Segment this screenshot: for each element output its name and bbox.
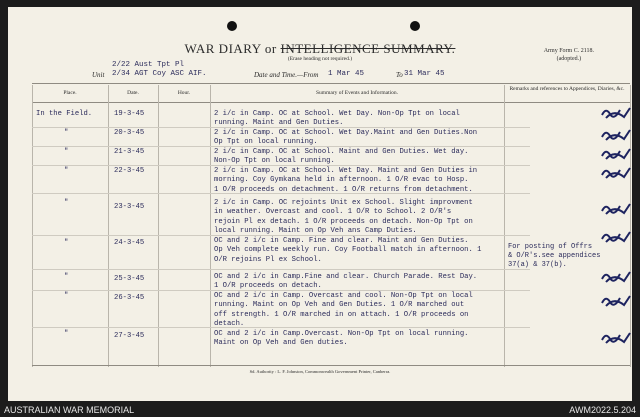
summary-line: 1 O/R proceeds on detachment. 1 O/R returns from detachment. — [214, 185, 473, 194]
entry-place: " — [64, 330, 69, 338]
remarks-line: & O/R's.see appendices — [508, 252, 601, 260]
title-war-diary: WAR DIARY — [184, 41, 262, 56]
table-top-rule — [32, 83, 630, 84]
punch-hole — [410, 21, 420, 31]
entry-summary — [214, 237, 481, 265]
entry-place: " — [64, 199, 69, 207]
entry-summary — [214, 199, 473, 236]
handwritten-tick-icon — [600, 146, 632, 162]
entry-date: 20-3-45 — [114, 129, 145, 137]
column-remarks: Remarks and references to Appendices, Diaries, &c. — [509, 86, 625, 92]
summary-line: 2 i/c in Camp. OC at School. Wet Day. Non-Op Tpt on local — [214, 110, 460, 118]
entry-date: 25-3-45 — [114, 275, 145, 283]
handwritten-tick-icon — [600, 201, 632, 217]
summary-line: O/R rejoins Pl ex School. — [214, 255, 322, 264]
entry-place: " — [64, 239, 69, 247]
caption-source: AUSTRALIAN WAR MEMORIAL — [4, 405, 135, 415]
summary-line: morning. Coy Gymkana held in afternoon. 1 O/R evac to Hosp. — [214, 176, 469, 185]
remarks-line: For posting of Offrs — [508, 243, 593, 251]
unit-line-1: 2/22 Aust Tpt Pl — [112, 61, 185, 69]
entry-place: " — [64, 273, 69, 281]
column-summary: Summary of Events and Information. — [315, 90, 399, 96]
remarks-line: 37(a) & 37(b). — [508, 261, 567, 269]
summary-line: OC and 2 i/c in Camp. Overcast and cool. Non-Op Tpt on local — [214, 292, 473, 300]
title-or: or — [264, 41, 277, 56]
handwritten-tick-icon — [600, 105, 632, 121]
unit-label: Unit — [92, 71, 105, 79]
printer-footer: Sd. Authority : L. F. Johnston, Commonwealth Government Printer, Canberra. — [249, 369, 391, 374]
table-header-rule — [32, 102, 630, 103]
entry-date: 22-3-45 — [114, 167, 145, 175]
entry-place: " — [64, 292, 69, 300]
entry-summary — [214, 167, 477, 195]
date-to-label: To — [396, 71, 403, 79]
table-bottom-rule — [32, 365, 630, 366]
column-date: Date. — [127, 90, 139, 96]
summary-line: OC and 2 i/c in Camp. Fine and clear. Maint and Gen Duties. — [214, 237, 469, 245]
handwritten-tick-icon — [600, 269, 632, 285]
entry-date: 23-3-45 — [114, 203, 145, 211]
diary-page — [8, 7, 632, 401]
entry-date: 19-3-45 — [114, 110, 145, 118]
entry-summary — [214, 292, 473, 329]
entry-summary — [214, 129, 477, 148]
summary-line: running. Maint on Op Veh and Gen Duties. 1 O/R marched out — [214, 301, 465, 310]
summary-line: OC and 2 i/c in Camp.Overcast. Non-Op Tpt on local running. — [214, 330, 469, 338]
summary-line: 2 i/c in Camp. OC at School. Maint and Gen Duties. Wet day. — [214, 148, 469, 156]
summary-line: 1 O/R proceeds on detach. — [214, 282, 322, 291]
summary-line: detach. — [214, 319, 245, 328]
handwritten-tick-icon — [600, 293, 632, 309]
entry-place: In the Field. — [36, 110, 93, 118]
punch-hole — [227, 21, 237, 31]
summary-line: Maint on Op Veh and Gen duties. — [214, 339, 348, 348]
entry-summary — [214, 110, 460, 129]
summary-line: off strength. 1 O/R marched in on attach. 1 O/R proceeds on — [214, 310, 469, 319]
entry-date: 21-3-45 — [114, 148, 145, 156]
row-rule — [32, 269, 530, 270]
entry-place: " — [64, 167, 69, 175]
date-label: Date and Time.—From — [254, 71, 319, 79]
entry-summary — [214, 148, 468, 167]
entry-date: 24-3-45 — [114, 239, 145, 247]
unit-line-2: 2/34 AGT Coy ASC AIF. — [112, 70, 207, 78]
summary-line: 2 i/c in Camp. OC at School. Wet Day. Maint and Gen Duties in — [214, 167, 478, 175]
diary-subtitle: (Erase heading not required.) — [287, 56, 353, 62]
handwritten-tick-icon — [600, 127, 632, 143]
form-line: Army Form C. 2118. — [543, 48, 594, 54]
summary-line: Op Tpt on local running. — [214, 138, 318, 147]
summary-line: Op Veh complete weekly run. Coy Football match in afternoon. 1 — [214, 246, 482, 255]
summary-line: running. Maint and Gen Duties. — [214, 119, 344, 128]
date-from: 1 Mar 45 — [328, 70, 365, 78]
entry-summary — [214, 330, 468, 349]
summary-line: local running. Maint on Op Veh ans Camp Duties. — [214, 226, 417, 235]
form-number — [544, 47, 594, 63]
summary-line: rejoin Pl ex detach. 1 O/R proceeds on detach. Non-Op Tpt on — [214, 217, 473, 226]
entry-date: 27-3-45 — [114, 332, 145, 340]
diary-title — [8, 41, 632, 57]
entry-place: " — [64, 129, 69, 137]
entry-date: 26-3-45 — [114, 294, 145, 302]
summary-line: 2 i/c in Camp. OC rejoints Unit ex School. Slight improvment — [214, 199, 473, 207]
handwritten-tick-icon — [600, 165, 632, 181]
column-hour: Hour. — [177, 90, 191, 96]
remarks-note — [508, 243, 600, 270]
summary-line: 2 i/c in Camp. OC at School. Wet Day.Maint and Gen Duties.Non — [214, 129, 478, 137]
summary-line: OC and 2 i/c in Camp.Fine and clear. Church Parade. Rest Day. — [214, 273, 478, 281]
title-struck: INTELLIGENCE SUMMARY. — [280, 41, 456, 56]
handwritten-tick-icon — [600, 229, 632, 245]
entry-place: " — [64, 148, 69, 156]
entry-summary — [214, 273, 477, 292]
caption-accession: AWM2022.5.204 — [569, 405, 636, 415]
handwritten-tick-icon — [600, 330, 632, 346]
form-line: (adopted.) — [556, 56, 582, 62]
summary-line: in weather. Overcast and cool. 1 O/R to School. 2 O/R's — [214, 208, 452, 217]
summary-line: Non-Op Tpt on local running. — [214, 157, 335, 166]
column-place: Place. — [63, 90, 77, 96]
date-to: 31 Mar 45 — [404, 70, 445, 78]
